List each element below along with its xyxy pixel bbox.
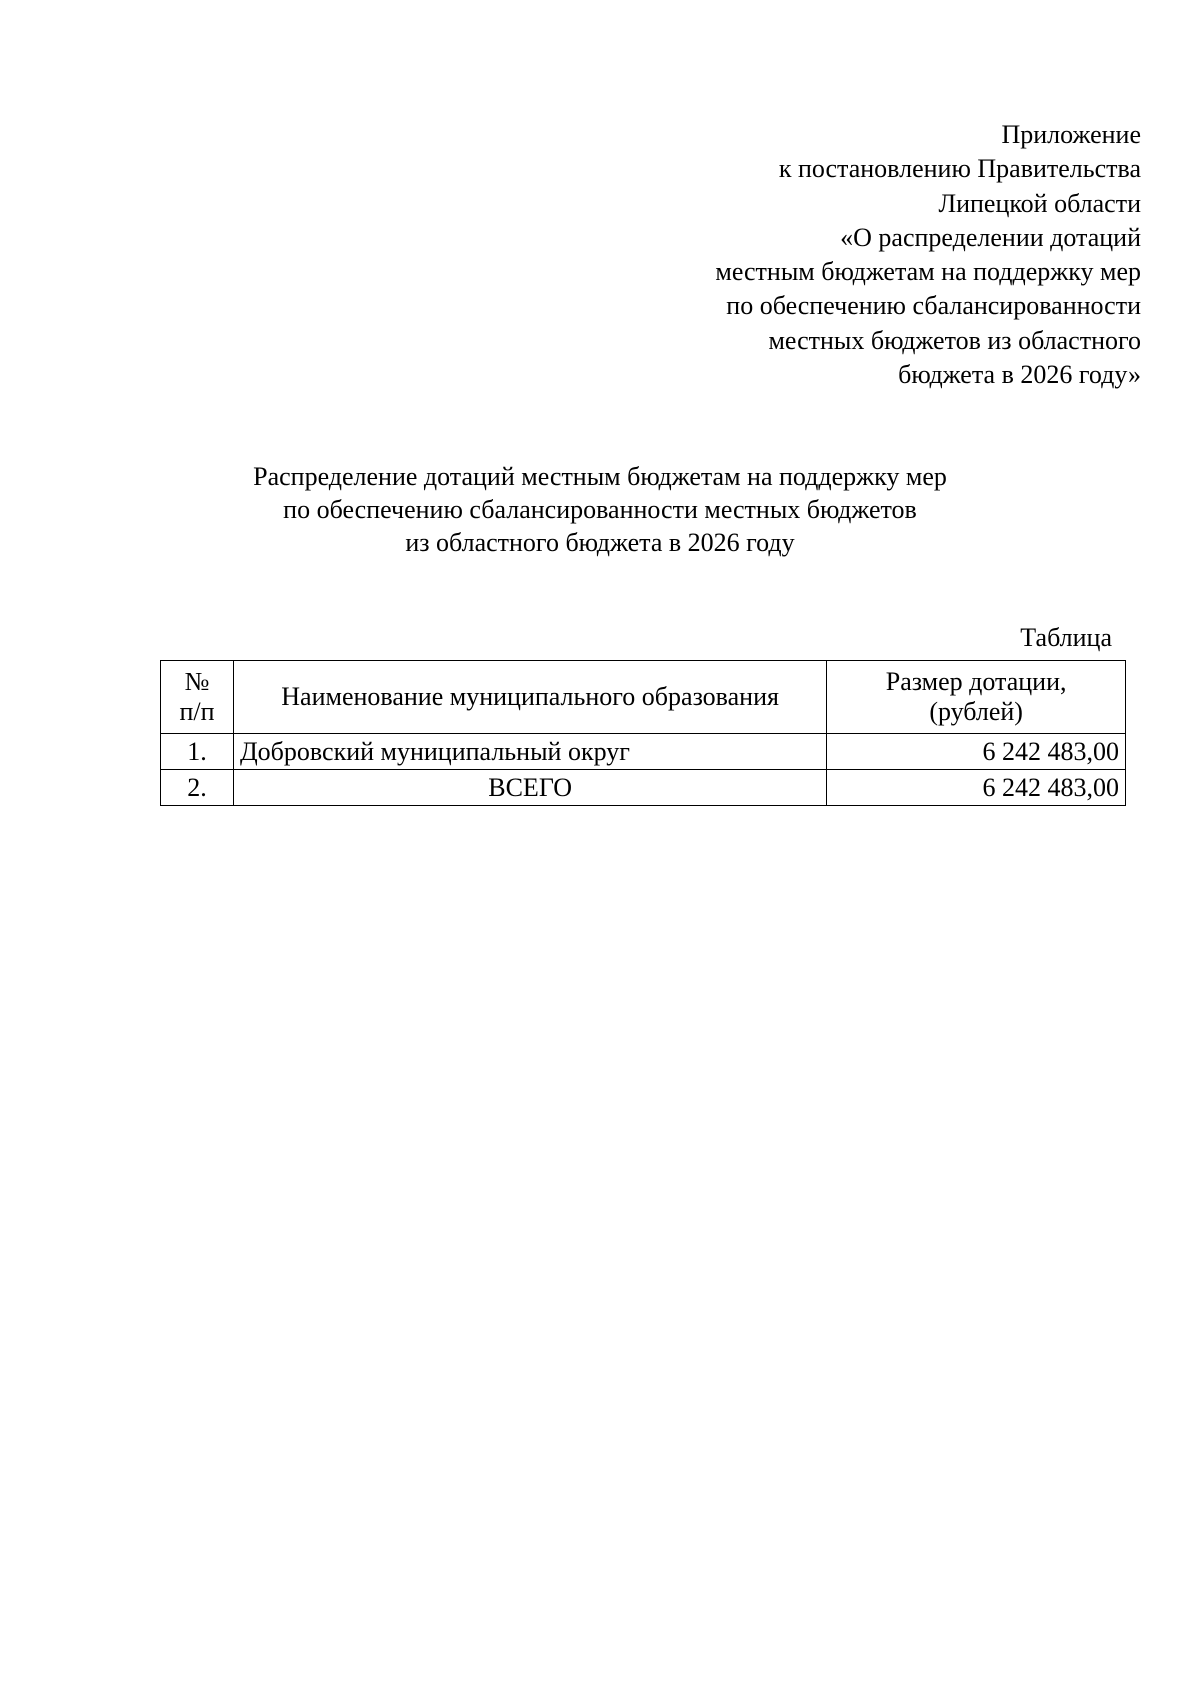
appendix-line: по обеспечению сбалансированности: [726, 291, 1141, 321]
header-num-symbol: №: [184, 667, 210, 696]
table-row-total: [161, 770, 1126, 806]
row-amount: 6 242 483,00: [827, 770, 1126, 806]
appendix-block: [715, 118, 1141, 392]
appendix-line: местным бюджетам на поддержку мер: [715, 257, 1141, 287]
appendix-line: «О распределении дотаций: [840, 222, 1141, 252]
header-amount-label: Размер дотации,: [885, 667, 1067, 696]
appendix-line: местных бюджетов из областного: [768, 325, 1141, 355]
distribution-table: [160, 660, 1126, 806]
title-line: из областного бюджета в 2026 году: [405, 528, 795, 557]
table-row: [161, 734, 1126, 770]
appendix-line: Приложение: [1001, 120, 1141, 149]
header-amount-unit: (рублей): [929, 697, 1023, 726]
row-num: 1.: [161, 734, 234, 770]
row-amount: 6 242 483,00: [827, 734, 1126, 770]
table-caption: Таблица: [1020, 623, 1112, 652]
header-name: Наименование муниципального образования: [233, 661, 826, 734]
header-num-abbr: п/п: [179, 697, 215, 726]
title-line: по обеспечению сбалансированности местных бюджетов: [283, 495, 917, 524]
header-num: [161, 661, 234, 734]
row-num: 2.: [161, 770, 234, 806]
row-name: Добровский муниципальный округ: [233, 734, 826, 770]
table-header-row: [161, 661, 1126, 734]
document-title: [0, 460, 1200, 559]
appendix-line: Липецкой области: [938, 188, 1141, 218]
appendix-line: к постановлению Правительства: [778, 154, 1141, 184]
header-amount: [827, 661, 1126, 734]
title-line: Распределение дотаций местным бюджетам на поддержку мер: [253, 462, 947, 491]
appendix-line: бюджета в 2026 году»: [898, 360, 1141, 390]
row-name: ВСЕГО: [233, 770, 826, 806]
